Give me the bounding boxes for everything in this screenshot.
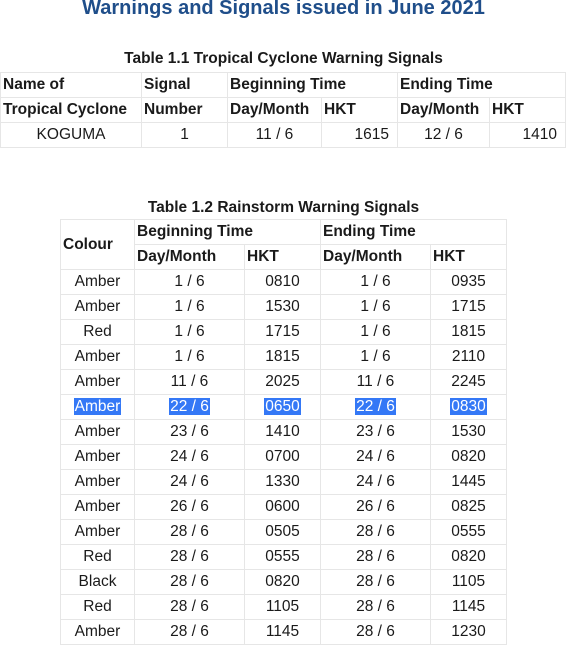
header-beginning-time: Beginning Time <box>228 73 398 98</box>
cell-begin-date <box>135 370 245 395</box>
cell-text: 1105 <box>265 598 300 615</box>
cell-text: 28 / 6 <box>170 623 209 640</box>
header-hkt: HKT <box>490 98 566 123</box>
cell-text: 28 / 6 <box>170 548 209 565</box>
cell-text: Amber <box>74 398 121 415</box>
cell-text: 23 / 6 <box>170 423 209 440</box>
cell-text: 24 / 6 <box>170 473 209 490</box>
tropical-cyclone-table <box>0 72 566 148</box>
cell-text: Amber <box>74 448 121 465</box>
cell-text: 1530 <box>451 423 486 440</box>
cell-begin-date <box>135 470 245 495</box>
cell-end-hkt <box>431 395 507 420</box>
cell-text: 1 / 6 <box>360 348 391 365</box>
cell-begin-hkt <box>245 420 321 445</box>
cell-text: Red <box>83 598 112 615</box>
cell-colour <box>61 620 135 645</box>
cell-begin-hkt <box>245 495 321 520</box>
cell-text: 11 / 6 <box>170 373 209 390</box>
table-row <box>61 495 507 520</box>
cell-colour <box>61 445 135 470</box>
cell-text: Amber <box>74 273 121 290</box>
cell-begin-date <box>135 320 245 345</box>
cell-begin-date <box>135 595 245 620</box>
header-day-month: Day/Month <box>228 98 322 123</box>
cell-end-date <box>321 395 431 420</box>
cell-text: 22 / 6 <box>356 398 395 415</box>
cell-text: 1 / 6 <box>360 273 391 290</box>
table2-caption: Table 1.2 Rainstorm Warning Signals <box>147 199 420 216</box>
table1-caption: Table 1.1 Tropical Cyclone Warning Signals <box>124 50 443 67</box>
rainstorm-warning-table <box>60 219 507 645</box>
cell-colour <box>61 345 135 370</box>
header-tropical-cyclone: Tropical Cyclone <box>1 98 142 123</box>
table-header-row <box>1 73 566 98</box>
cell-end-hkt <box>431 570 507 595</box>
cell-text: 23 / 6 <box>356 423 395 440</box>
cell-colour <box>61 545 135 570</box>
cell-begin-hkt <box>245 320 321 345</box>
cell-begin-hkt <box>245 595 321 620</box>
cell-colour <box>61 520 135 545</box>
table-row <box>61 320 507 345</box>
cell-begin-date <box>135 545 245 570</box>
cell-end-hkt <box>431 345 507 370</box>
cell-text: 26 / 6 <box>356 498 395 515</box>
cell-begin-hkt <box>245 520 321 545</box>
table-row <box>61 620 507 645</box>
cell-end-date <box>321 370 431 395</box>
cell-text: 0600 <box>265 498 300 515</box>
cell-text: 24 / 6 <box>356 473 395 490</box>
cell-begin-hkt <box>245 620 321 645</box>
table-row <box>61 270 507 295</box>
cell-end-hkt <box>431 295 507 320</box>
cell-begin-date <box>135 520 245 545</box>
cell-text: 1230 <box>451 623 486 640</box>
cell-text: 1715 <box>265 323 300 340</box>
cell-end-date <box>321 495 431 520</box>
cell-text: 0825 <box>451 498 486 515</box>
cell-end-hkt <box>431 545 507 570</box>
cell-colour <box>61 270 135 295</box>
cell-text: 1530 <box>265 298 300 315</box>
cell-text: 1715 <box>451 298 486 315</box>
cell-text: 1410 <box>265 423 300 440</box>
table-row <box>61 595 507 620</box>
cell-end-date <box>321 470 431 495</box>
cell-signal-number: 1 <box>142 123 228 148</box>
header-number: Number <box>142 98 228 123</box>
cell-text: Amber <box>74 373 121 390</box>
table-header-row <box>1 98 566 123</box>
cell-end-date <box>321 445 431 470</box>
table-header-row <box>61 220 507 245</box>
table-row <box>61 570 507 595</box>
cell-text: 28 / 6 <box>170 598 209 615</box>
cell-end-hkt <box>431 495 507 520</box>
cell-text: 0820 <box>265 573 300 590</box>
cell-end-date <box>321 545 431 570</box>
cell-begin-date <box>135 295 245 320</box>
cell-text: 2110 <box>451 348 486 365</box>
cell-end-date <box>321 520 431 545</box>
cell-begin-hkt <box>245 470 321 495</box>
cell-text: 1145 <box>451 598 486 615</box>
cell-colour <box>61 320 135 345</box>
cell-end-hkt <box>431 595 507 620</box>
cell-text: 1 / 6 <box>174 273 205 290</box>
cell-text: Amber <box>74 623 121 640</box>
table-row <box>61 545 507 570</box>
cell-text: 1815 <box>265 348 300 365</box>
cell-colour <box>61 470 135 495</box>
table-row <box>61 420 507 445</box>
cell-text: 0700 <box>265 448 300 465</box>
cell-cyclone-name: KOGUMA <box>1 123 142 148</box>
table-row <box>61 345 507 370</box>
cell-colour <box>61 295 135 320</box>
cell-text: 0555 <box>265 548 300 565</box>
cell-text: 0830 <box>451 398 486 415</box>
cell-text: Amber <box>74 423 121 440</box>
cell-text: Red <box>83 548 112 565</box>
cell-colour <box>61 420 135 445</box>
header-name-of: Name of <box>1 73 142 98</box>
header-colour: Colour <box>61 220 135 270</box>
cell-text: 0820 <box>451 548 486 565</box>
page-title: Warnings and Signals issued in June 2021 <box>82 0 485 19</box>
cell-begin-hkt <box>245 345 321 370</box>
cell-begin-hkt <box>245 370 321 395</box>
cell-end-date <box>321 320 431 345</box>
cell-text: 1 / 6 <box>174 298 205 315</box>
cell-text: 28 / 6 <box>170 523 209 540</box>
cell-text: 1 / 6 <box>360 298 391 315</box>
cell-begin-hkt <box>245 270 321 295</box>
table-row <box>61 470 507 495</box>
cell-colour <box>61 370 135 395</box>
cell-begin-hkt <box>245 445 321 470</box>
cell-text: 0505 <box>265 523 300 540</box>
cell-begin-date <box>135 395 245 420</box>
cell-text: Amber <box>74 298 121 315</box>
header-day-month: Day/Month <box>398 98 490 123</box>
cell-begin-date <box>135 270 245 295</box>
cell-begin-date: 11 / 6 <box>228 123 322 148</box>
header-ending-time: Ending Time <box>398 73 566 98</box>
header-beginning-time: Beginning Time <box>135 220 321 245</box>
table-row <box>1 123 566 148</box>
cell-end-hkt <box>431 520 507 545</box>
cell-text: 1145 <box>265 623 300 640</box>
cell-begin-date <box>135 345 245 370</box>
cell-text: 28 / 6 <box>356 598 395 615</box>
cell-text: 24 / 6 <box>170 448 209 465</box>
header-signal: Signal <box>142 73 228 98</box>
cell-end-hkt <box>431 320 507 345</box>
cell-end-date <box>321 420 431 445</box>
cell-text: Amber <box>74 348 121 365</box>
cell-end-hkt <box>431 370 507 395</box>
cell-end-hkt <box>431 270 507 295</box>
cell-end-hkt <box>431 620 507 645</box>
cell-text: Red <box>83 323 112 340</box>
cell-colour <box>61 595 135 620</box>
cell-end-hkt <box>431 470 507 495</box>
cell-end-date <box>321 620 431 645</box>
cell-text: 1445 <box>451 473 486 490</box>
cell-text: 0935 <box>451 273 486 290</box>
header-day-month: Day/Month <box>321 245 431 270</box>
cell-text: 28 / 6 <box>170 573 209 590</box>
table-row <box>61 295 507 320</box>
cell-text: 1 / 6 <box>360 323 391 340</box>
cell-text: Amber <box>74 498 121 515</box>
header-day-month: Day/Month <box>135 245 245 270</box>
table-row <box>61 395 507 420</box>
cell-end-date <box>321 345 431 370</box>
header-hkt: HKT <box>245 245 321 270</box>
cell-text: 28 / 6 <box>356 523 395 540</box>
cell-text: Black <box>78 573 117 590</box>
table-row <box>61 445 507 470</box>
cell-begin-hkt <box>245 570 321 595</box>
cell-end-date <box>321 570 431 595</box>
cell-end-hkt: 1410 <box>490 123 566 148</box>
cell-text: 0555 <box>451 523 486 540</box>
cell-text: 11 / 6 <box>356 373 395 390</box>
cell-text: 1330 <box>265 473 300 490</box>
cell-text: 2245 <box>451 373 486 390</box>
cell-text: 0820 <box>451 448 486 465</box>
cell-text: 1105 <box>451 573 486 590</box>
header-ending-time: Ending Time <box>321 220 507 245</box>
cell-text: 0810 <box>265 273 300 290</box>
cell-colour <box>61 570 135 595</box>
cell-end-date <box>321 270 431 295</box>
cell-end-hkt <box>431 445 507 470</box>
cell-begin-date <box>135 620 245 645</box>
cell-begin-date <box>135 495 245 520</box>
cell-text: 2025 <box>265 373 300 390</box>
cell-text: Amber <box>74 473 121 490</box>
cell-text: 24 / 6 <box>356 448 395 465</box>
cell-end-hkt <box>431 420 507 445</box>
cell-text: 1 / 6 <box>174 323 205 340</box>
cell-colour <box>61 495 135 520</box>
cell-end-date: 12 / 6 <box>398 123 490 148</box>
cell-text: 1815 <box>451 323 486 340</box>
table-row <box>61 370 507 395</box>
cell-text: Amber <box>74 523 121 540</box>
header-hkt: HKT <box>431 245 507 270</box>
cell-begin-date <box>135 570 245 595</box>
cell-begin-date <box>135 420 245 445</box>
cell-text: 26 / 6 <box>170 498 209 515</box>
cell-end-date <box>321 295 431 320</box>
header-hkt: HKT <box>322 98 398 123</box>
cell-text: 0650 <box>265 398 300 415</box>
cell-begin-hkt <box>245 295 321 320</box>
cell-begin-date <box>135 445 245 470</box>
cell-colour <box>61 395 135 420</box>
cell-begin-hkt <box>245 545 321 570</box>
cell-text: 28 / 6 <box>356 623 395 640</box>
cell-begin-hkt <box>245 395 321 420</box>
cell-end-date <box>321 595 431 620</box>
cell-text: 1 / 6 <box>174 348 205 365</box>
cell-text: 22 / 6 <box>170 398 209 415</box>
table-row <box>61 520 507 545</box>
cell-begin-hkt: 1615 <box>322 123 398 148</box>
cell-text: 28 / 6 <box>356 573 395 590</box>
cell-text: 28 / 6 <box>356 548 395 565</box>
